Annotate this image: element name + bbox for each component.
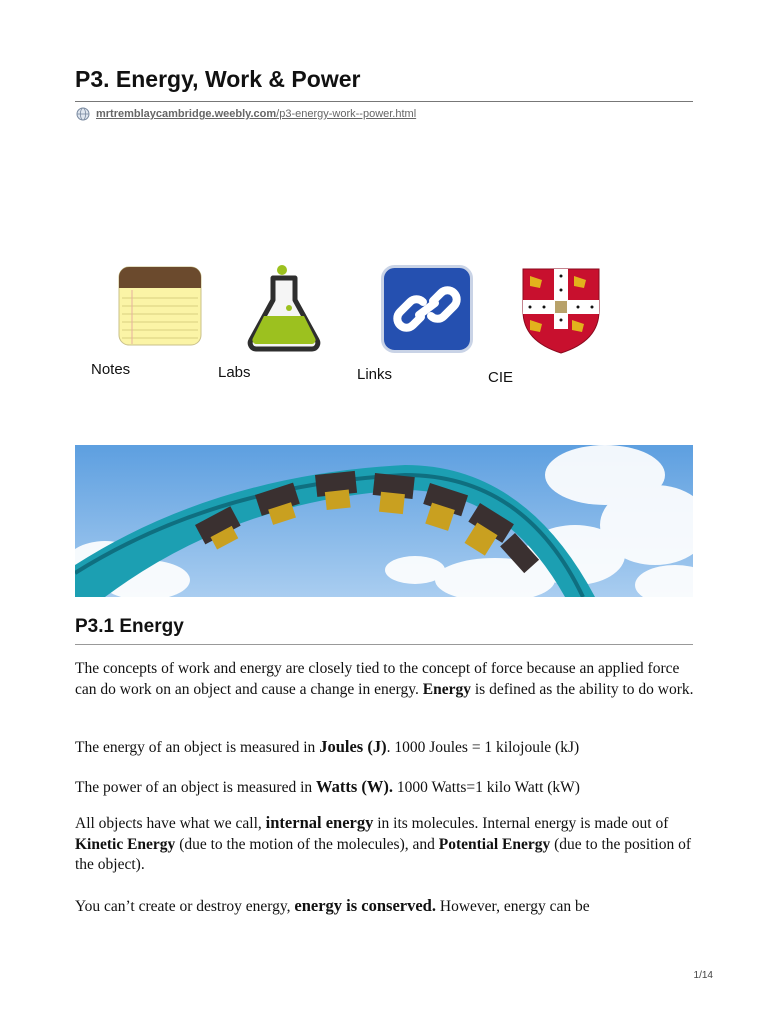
page-number: 1/14 (693, 970, 713, 981)
paragraph-conservation: You can’t create or destroy energy, energy is conserved. However, energy can be (75, 896, 590, 915)
notes-label[interactable]: Notes (91, 361, 131, 378)
paragraph-internal-energy: All objects have what we call, internal energy in its molecules. Internal energy is made out of Kinetic Energy (due to the motion of the molecules), and Potential Energy (due to the position of the object). (75, 813, 692, 873)
paragraph-energy-units: The energy of an object is measured in Joules (J). 1000 Joules = 1 kilojoule (kJ) (75, 737, 580, 756)
cie-label[interactable]: CIE (488, 369, 514, 386)
title-divider (75, 101, 693, 102)
paragraph-energy-definition: The concepts of work and energy are closely tied to the concept of force because an applied force can do work on an object and cause a change in energy. Energy is defined as the ability to do work. (75, 660, 694, 698)
roller-coaster-photo (75, 445, 693, 597)
page-title: P3. Energy, Work & Power (75, 66, 361, 92)
source-url (76, 106, 416, 122)
link-icon[interactable] (381, 265, 473, 353)
source-link[interactable]: mrtremblaycambridge.weebly.com/p3-energy-work--power.html (96, 108, 417, 120)
cambridge-crest-icon[interactable] (522, 268, 600, 354)
section-heading: P3.1 Energy (75, 616, 184, 637)
links-label[interactable]: Links (357, 366, 393, 383)
flask-icon[interactable] (242, 264, 326, 352)
paragraph-power-units: The power of an object is measured in Watts (W). 1000 Watts=1 kilo Watt (kW) (75, 777, 580, 796)
labs-label[interactable]: Labs (218, 364, 251, 381)
globe-icon (76, 107, 90, 121)
section-divider (75, 644, 693, 645)
notepad-icon[interactable] (118, 266, 202, 346)
